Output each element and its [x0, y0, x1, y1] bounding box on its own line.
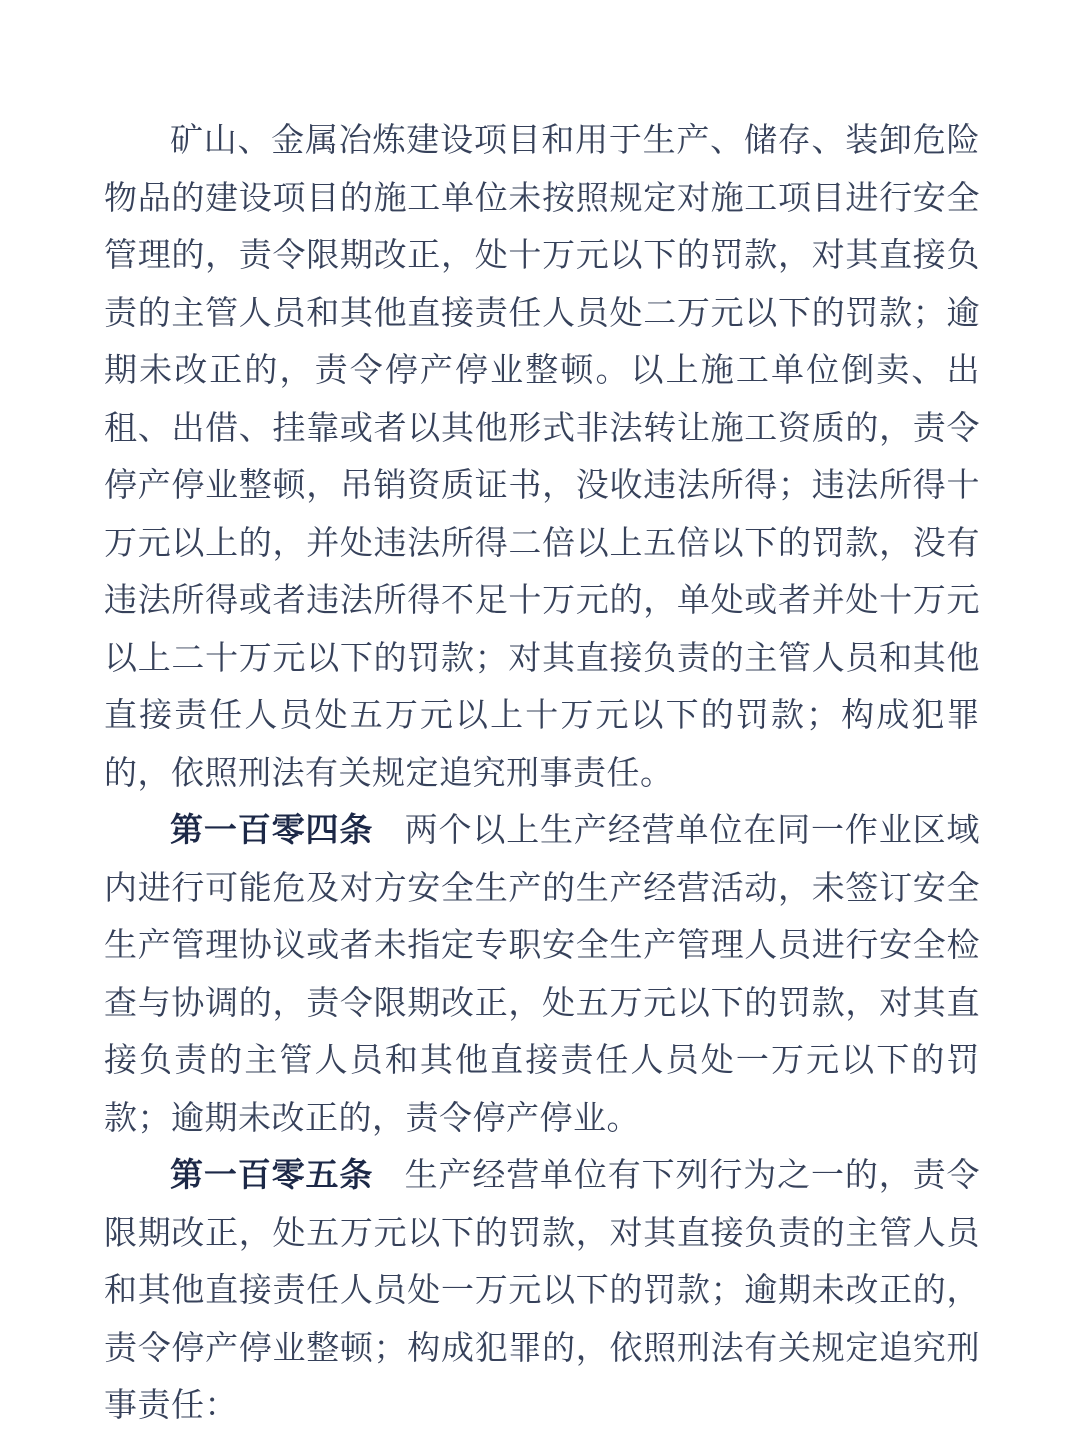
article-number: 第一百零五条	[170, 1155, 374, 1194]
article-number: 第一百零四条	[170, 810, 374, 849]
paragraph-text: 矿山、金属冶炼建设项目和用于生产、储存、装卸危险物品的建设项目的施工单位未按照规定对施工项目进行安全管理的，责令限期改正，处十万元以下的罚款，对其直接负责的主管人员和其他直接责任人员处二万元以下的罚款；逾期未改正的，责令停产停业整顿。以上施工单位倒卖、出租、出借、挂靠或者以其他形式非法转让施工资质的，责令停产停业整顿，吊销资质证书，没收违法所得；违法所得十万元以上的，并处违法所得二倍以上五倍以下的罚款，没有违法所得或者违法所得不足十万元的，单处或者并处十万元以上二十万元以下的罚款；对其直接负责的主管人员和其他直接责任人员处五万元以上十万元以下的罚款；构成犯罪的，依照刑法有关规定追究刑事责任。	[104, 120, 980, 792]
paragraph-text: 生产经营单位有下列行为之一的，责令限期改正，处五万元以下的罚款，对其直接负责的主管人员和其他直接责任人员处一万元以下的罚款；逾期未改正的，责令停产停业整顿；构成犯罪的，依照刑法有关规定追究刑事责任：	[104, 1155, 981, 1424]
paragraph	[104, 801, 980, 1146]
paragraph	[104, 1146, 980, 1434]
paragraph	[104, 111, 980, 801]
paragraph-text: 两个以上生产经营单位在同一作业区域内进行可能危及对方安全生产的生产经营活动，未签订安全生产管理协议或者未指定专职安全生产管理人员进行安全检查与协调的，责令限期改正，处五万元以下的罚款，对其直接负责的主管人员和其他直接责任人员处一万元以下的罚款；逾期未改正的，责令停产停业。	[104, 810, 981, 1137]
